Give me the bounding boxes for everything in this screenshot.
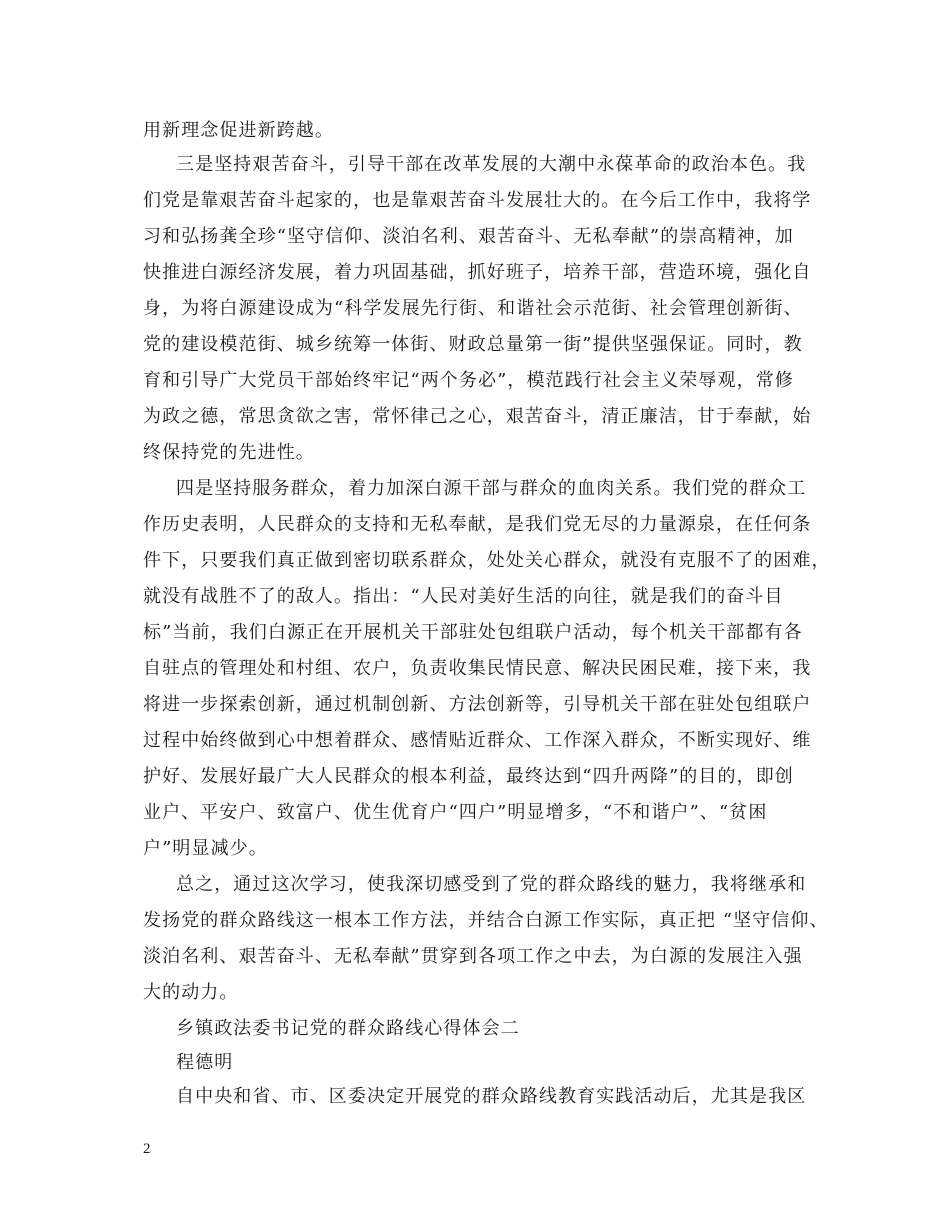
body-text-line: 过程中始终做到心中想着群众、感情贴近群众、工作深入群众，不断实现好、维	[143, 730, 812, 751]
body-text-line: 育和引导广大党员干部始终牢记“两个务必”，模范践行社会主义荣辱观，常修	[143, 370, 794, 391]
body-text-line: 大的动力。	[143, 982, 239, 1003]
body-text-line: 户”明显减少。	[143, 838, 268, 859]
body-text-line: 发扬党的群众路线这一根本工作方法，并结合白源工作实际，真正把 “坚守信仰、	[143, 910, 829, 931]
body-text-line: 身，为将白源建设成为“科学发展先行街、和谐社会示范街、社会管理创新街、	[143, 298, 803, 319]
paragraph-start-line: 三是坚持艰苦奋斗，引导干部在改革发展的大潮中永葆革命的政治本色。我	[176, 154, 807, 175]
body-text-line: 作历史表明，人民群众的支持和无私奉献，是我们党无尽的力量源泉，在任何条	[143, 514, 812, 535]
body-text-line: 快推进白源经济发展，着力巩固基础，抓好班子，培养干部，营造环境，强化自	[143, 262, 812, 283]
body-text-line: 自驻点的管理处和村组、农户，负责收集民情民意、解决民困民难，接下来，我	[143, 658, 812, 679]
page-number: 2	[143, 1141, 151, 1157]
body-text-line: 就没有战胜不了的敌人。指出：“人民对美好生活的向往，就是我们的奋斗目	[143, 586, 784, 607]
body-text-line: 用新理念促进新跨越。	[143, 120, 334, 141]
body-text-line: 标”当前，我们白源正在开展机关干部驻处包组联户活动，每个机关干部都有各	[143, 622, 803, 643]
paragraph-start-line: 自中央和省、市、区委决定开展党的群众路线教育实践活动后，尤其是我区	[176, 1086, 807, 1107]
body-text-line: 习和弘扬龚全珍“坚守信仰、淡泊名利、艰苦奋斗、无私奉献”的崇高精神，加	[143, 226, 794, 247]
author-name: 程德明	[176, 1052, 234, 1073]
body-text-line: 终保持党的先进性。	[143, 442, 315, 463]
body-text-line: 为政之德，常思贪欲之害，常怀律己之心，艰苦奋斗，清正廉洁，甘于奉献，始	[143, 406, 812, 427]
paragraph-start-line: 四是坚持服务群众，着力加深白源干部与群众的血肉关系。我们党的群众工	[176, 478, 807, 499]
body-text-line: 党的建设模范街、城乡统筹一体街、财政总量第一街”提供坚强保证。同时，教	[143, 334, 803, 355]
body-text-line: 业户、平安户、致富户、优生优育户“四户”明显增多，“不和谐户”、“贫困	[143, 802, 768, 823]
body-text-line: 件下，只要我们真正做到密切联系群众，处处关心群众，就没有克服不了的困难，	[143, 550, 831, 571]
paragraph-start-line: 总之，通过这次学习，使我深切感受到了党的群众路线的魅力，我将继承和	[176, 874, 807, 895]
body-text-line: 将进一步探索创新，通过机制创新、方法创新等，引导机关干部在驻处包组联户	[143, 694, 812, 715]
body-text-line: 护好、发展好最广大人民群众的根本利益，最终达到“四升两降”的目的，即创	[143, 766, 794, 787]
body-text-line: 淡泊名利、艰苦奋斗、无私奉献”贯穿到各项工作之中去，为白源的发展注入强	[143, 946, 803, 967]
section-title: 乡镇政法委书记党的群众路线心得体会二	[176, 1018, 520, 1039]
body-text-line: 们党是靠艰苦奋斗起家的，也是靠艰苦奋斗发展壮大的。在今后工作中，我将学	[143, 190, 812, 211]
